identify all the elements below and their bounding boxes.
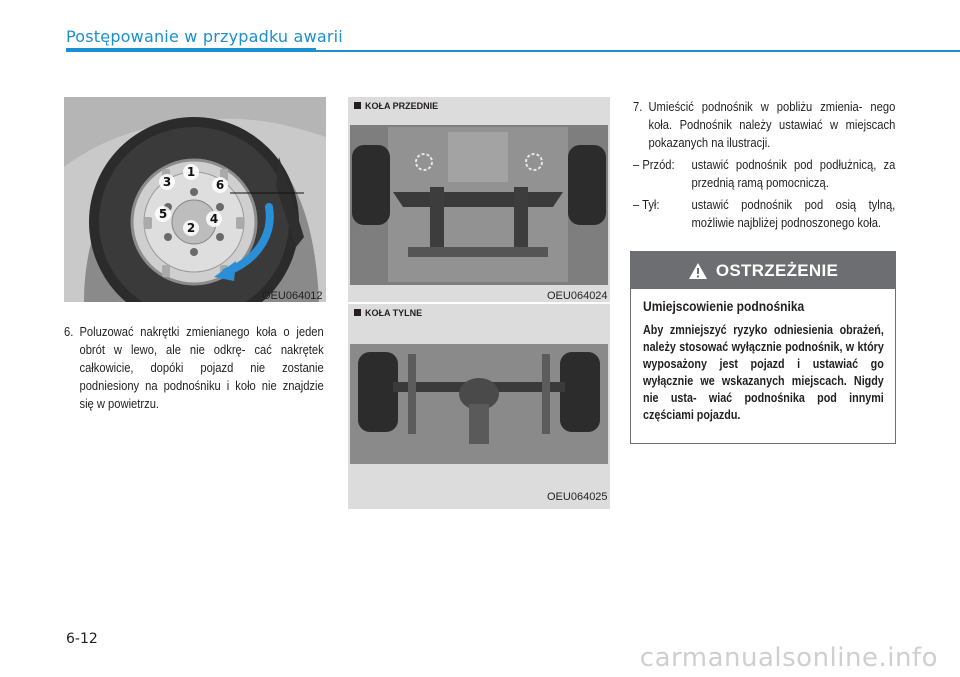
placement-rear — [633, 196, 895, 232]
figure-caption-front — [354, 101, 438, 111]
watermark: carmanualsonline.info — [639, 643, 938, 673]
placement-front-text: ustawić podnośnik pod podłużnicą, za przednią ramą pomocniczą. — [691, 157, 896, 190]
step-7-text: Umieścić podnośnik w pobliżu zmienia- nego koła. Podnośnik należy ustawiać w miejscach pokazanych na ilustracji. — [648, 99, 896, 150]
figure-code-wheel: OEU064012 — [262, 290, 323, 302]
caption-square-icon — [354, 309, 361, 316]
step-6-text: Poluzować nakrętki zmienianego koła o jeden obrót w lewo, ale nie odkrę- cać nakrętek całkowicie, dopóki pojazd nie zostanie podniesiony na podnośniku i koło nie znajdzie się w powietrzu. — [79, 324, 324, 411]
warning-triangle-icon — [688, 262, 708, 280]
figure-code-front: OEU064024 — [547, 290, 608, 302]
placement-rear-label: – Tył: — [633, 197, 660, 212]
wheel-illustration — [64, 97, 326, 302]
section-title: Postępowanie w przypadku awarii — [66, 27, 343, 46]
caption-rear-text: KOŁA TYLNE — [365, 308, 423, 318]
caption-front-text: KOŁA PRZEDNIE — [365, 101, 439, 111]
nut-number-2: 2 — [186, 221, 196, 235]
warning-header-text: OSTRZEŻENIE — [715, 260, 839, 280]
warning-box — [630, 251, 896, 444]
rear-underbody-drawing — [348, 304, 610, 509]
page-number: 6-12 — [66, 631, 98, 647]
rear-underbody-illustration — [348, 304, 610, 509]
placement-rear-text: ustawić podnośnik pod osią tylną, możliwie najbliżej podnoszonego koła. — [691, 197, 896, 230]
warning-title: Umiejscowienie podnośnika — [643, 298, 805, 314]
nut-number-4: 4 — [209, 212, 219, 226]
warning-body: Aby zmniejszyć ryzyko odniesienia obrażeń, należy stosować wyłącznie podnośnik, w który wyposażony jest pojazd i ustawiać go wyłącznie we wskazanych miejscach. Nigdy nie usta- wiać podnośnika pod innymi częściami pojazdu. — [643, 323, 884, 422]
front-underbody-drawing — [348, 97, 610, 302]
figure-caption-rear — [354, 308, 422, 318]
nut-number-3: 3 — [162, 175, 172, 189]
nut-number-1: 1 — [186, 165, 196, 179]
step-6 — [64, 323, 324, 413]
placement-front-label: – Przód: — [633, 157, 675, 172]
wheel-drawing — [64, 97, 326, 302]
placement-front — [633, 156, 895, 192]
step-6-number: 6. — [64, 324, 74, 339]
figure-code-rear: OEU064025 — [547, 491, 608, 503]
step-7-number: 7. — [633, 99, 643, 114]
front-underbody-illustration — [348, 97, 610, 302]
step-7 — [633, 98, 895, 232]
header-accent-rule — [66, 48, 316, 52]
nut-number-6: 6 — [215, 178, 225, 192]
header-rule — [316, 50, 960, 52]
warning-header — [631, 252, 895, 289]
caption-square-icon — [354, 102, 361, 109]
nut-number-5: 5 — [158, 207, 168, 221]
